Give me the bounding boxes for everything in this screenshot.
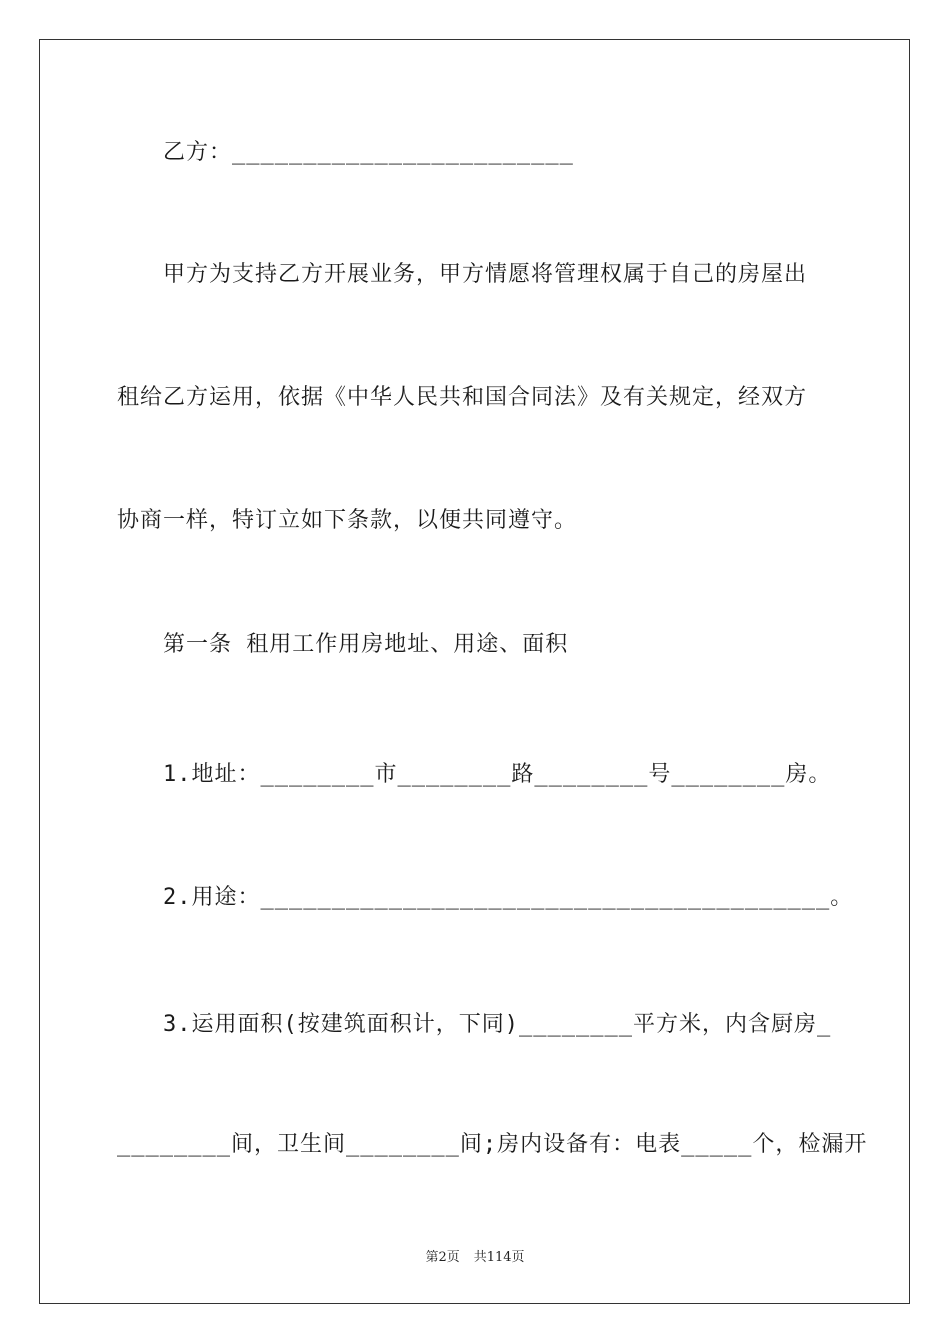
party-b-line: 乙方：________________________ xyxy=(163,140,574,165)
page-footer xyxy=(0,1246,950,1265)
page-border xyxy=(39,39,910,1304)
page-total: 共114页 xyxy=(473,1250,525,1265)
article-one-heading: 第一条 租用工作用房地址、用途、面积 xyxy=(163,632,569,657)
address-item: 1.地址：________市________路________号________房。 xyxy=(163,762,832,787)
paragraph-line-1: 甲方为支持乙方开展业务，甲方情愿将管理权属于自己的房屋出 xyxy=(163,262,808,287)
area-item: 3.运用面积(按建筑面积计，下同)________平方米，内含厨房_ xyxy=(163,1012,832,1037)
paragraph-line-3: 协商一样，特订立如下条款，以便共同遵守。 xyxy=(117,508,578,533)
area-item-continued: ________间，卫生间________间;房内设备有：电表_____个，检漏开 xyxy=(117,1132,868,1157)
paragraph-line-2: 租给乙方运用，依据《中华人民共和国合同法》及有关规定，经双方 xyxy=(117,385,808,410)
page-number: 第2页 xyxy=(425,1250,460,1265)
usage-item: 2.用途：________________________________________。 xyxy=(163,885,854,910)
